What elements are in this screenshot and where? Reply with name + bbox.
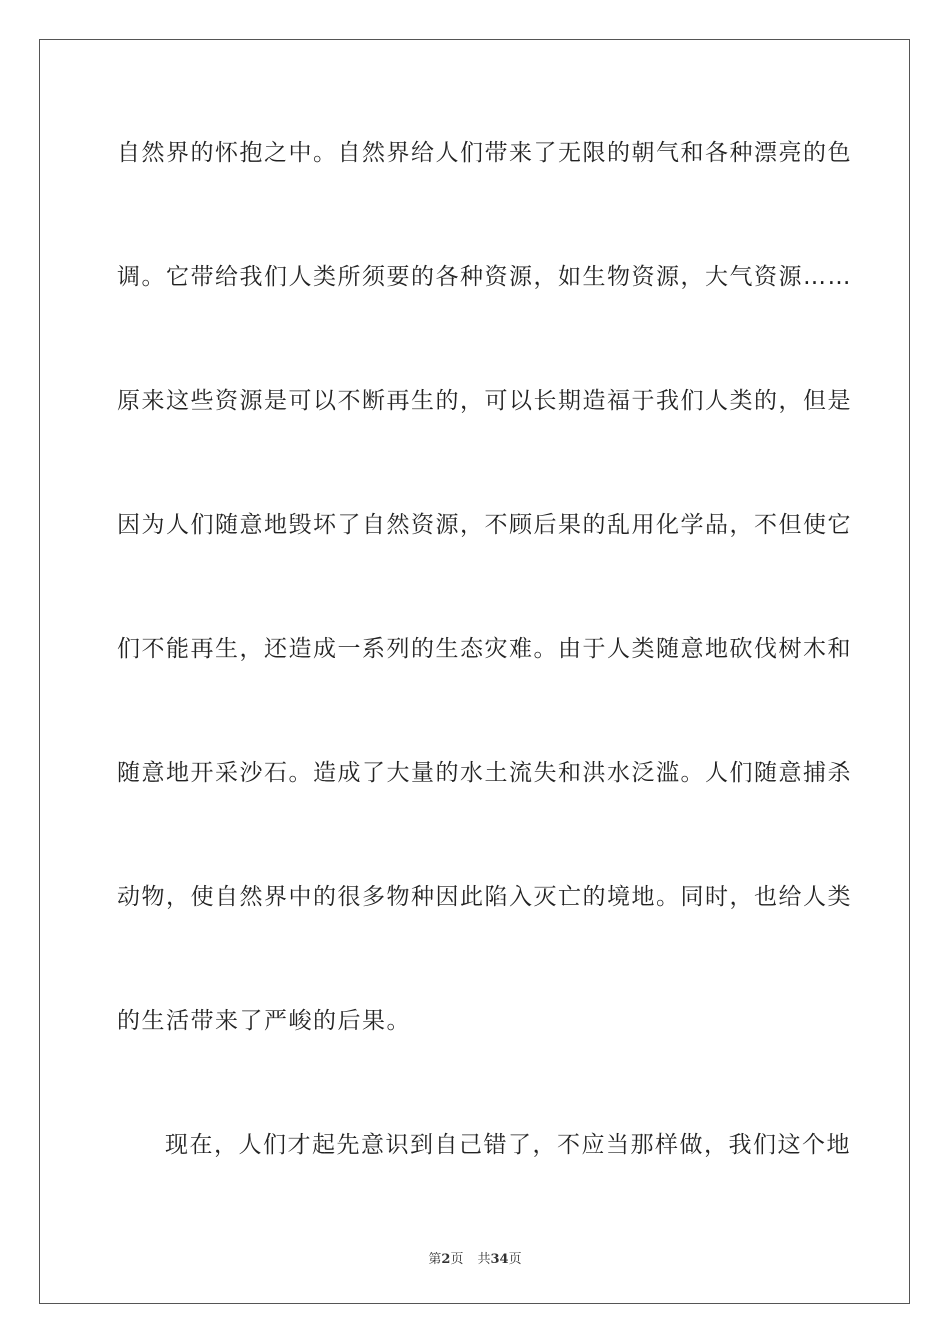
body-text-line: 的生活带来了严峻的后果。	[117, 1008, 411, 1034]
page-prefix: 第	[428, 1252, 442, 1267]
total-suffix: 页	[508, 1252, 522, 1267]
body-text-line: 因为人们随意地毁坏了自然资源，不顾后果的乱用化学品，不但使它	[117, 512, 852, 538]
body-text-line: 调。它带给我们人类所须要的各种资源，如生物资源，大气资源……	[117, 264, 852, 290]
total-prefix: 共	[477, 1252, 491, 1267]
page-border	[39, 39, 910, 1304]
body-text-line: 随意地开采沙石。造成了大量的水土流失和洪水泛滥。人们随意捕杀	[117, 760, 852, 786]
page-suffix: 页	[450, 1252, 464, 1267]
body-text-line: 动物，使自然界中的很多物种因此陷入灭亡的境地。同时，也给人类	[117, 884, 852, 910]
paragraph-first-line: 现在，人们才起先意识到自己错了，不应当那样做，我们这个地	[165, 1132, 851, 1158]
current-page-number: 2	[441, 1252, 451, 1267]
body-text-line: 们不能再生，还造成一系列的生态灾难。由于人类随意地砍伐树木和	[117, 636, 852, 662]
total-page-count: 34	[490, 1252, 509, 1267]
body-text-line: 自然界的怀抱之中。自然界给人们带来了无限的朝气和各种漂亮的色	[117, 140, 852, 166]
page-number-footer	[0, 1248, 950, 1267]
body-text-line: 原来这些资源是可以不断再生的，可以长期造福于我们人类的，但是	[117, 388, 852, 414]
